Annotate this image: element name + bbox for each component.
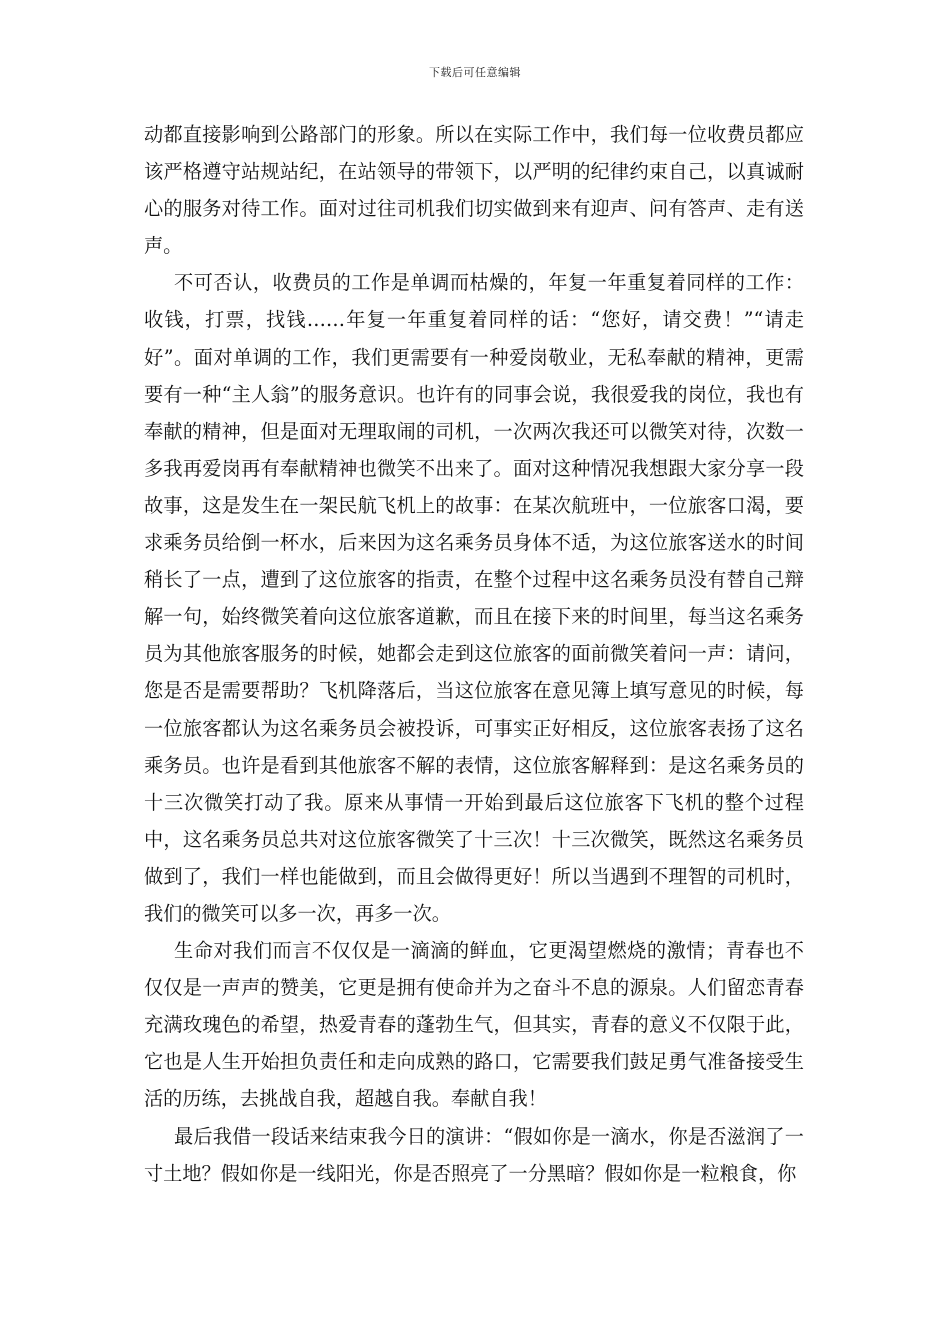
paragraph-smile-story: 不可否认，收费员的工作是单调而枯燥的，年复一年重复着同样的工作：收钱，打票，找钱……年复一年重复着同样的话：“您好，请交费！”“请走好”。面对单调的工作，我们更需要有一种爱岗敬业，无私奉献的精神，更需要有一种“主人翁”的服务意识。也许有的同事会说，我很爱我的岗位，我也有奉献的精神，但是面对无理取闹的司机，一次两次我还可以微笑对待，次数一多我再爱岗再有奉献精神也微笑不出来了。面对这种情况我想跟大家分享一段故事，这是发生在一架民航飞机上的故事：在某次航班中，一位旅客口渴，要求乘务员给倒一杯水，后来因为这名乘务员身体不适，为这位旅客送水的时间稍长了一点，遭到了这位旅客的指责，在整个过程中这名乘务员没有替自己辩解一句，始终微笑着向这位旅客道歉，而且在接下来的时间里，每当这名乘务员为其他旅客服务的时候，她都会走到这位旅客的面前微笑着问一声：请问，您是否是需要帮助？飞机降落后，当这位旅客在意见簿上填写意见的时候，每一位旅客都认为这名乘务员会被投诉，可事实正好相反，这位旅客表扬了这名乘务员。也许是看到其他旅客不解的表情，这位旅客解释到：是这名乘务员的十三次微笑打动了我。原来从事情一开始到最后这位旅客下飞机的整个过程中，这名乘务员总共对这位旅客微笑了十三次！十三次微笑，既然这名乘务员做到了，我们一样也能做到，而且会做得更好！所以当遇到不理智的司机时，我们的微笑可以多一次，再多一次。	[144, 271, 804, 925]
paragraph-closing: 最后我借一段话来结束我今日的演讲：“假如你是一滴水，你是否滋润了一寸土地？假如你是一线阳光，你是否照亮了一分黑暗？假如你是一粒粮食，你	[144, 1124, 804, 1185]
paragraph-continuation: 动都直接影响到公路部门的形象。所以在实际工作中，我们每一位收费员都应该严格遵守站规站纪，在站领导的带领下，以严明的纪律约束自己，以真诚耐心的服务对待工作。面对过往司机我们切实做到来有迎声、问有答声、走有送声。	[144, 123, 804, 258]
body-text	[144, 116, 804, 1192]
page-header: 下载后可任意编辑	[429, 66, 521, 79]
paragraph-youth: 生命对我们而言不仅仅是一滴滴的鲜血，它更渴望燃烧的激情；青春也不仅仅是一声声的赞美，它更是拥有使命并为之奋斗不息的源泉。人们留恋青春充满玫瑰色的希望，热爱青春的蓬勃生气，但其实，青春的意义不仅限于此，它也是人生开始担负责任和走向成熟的路口，它需要我们鼓足勇气准备接受生活的历练，去挑战自我，超越自我。奉献自我！	[144, 939, 804, 1111]
